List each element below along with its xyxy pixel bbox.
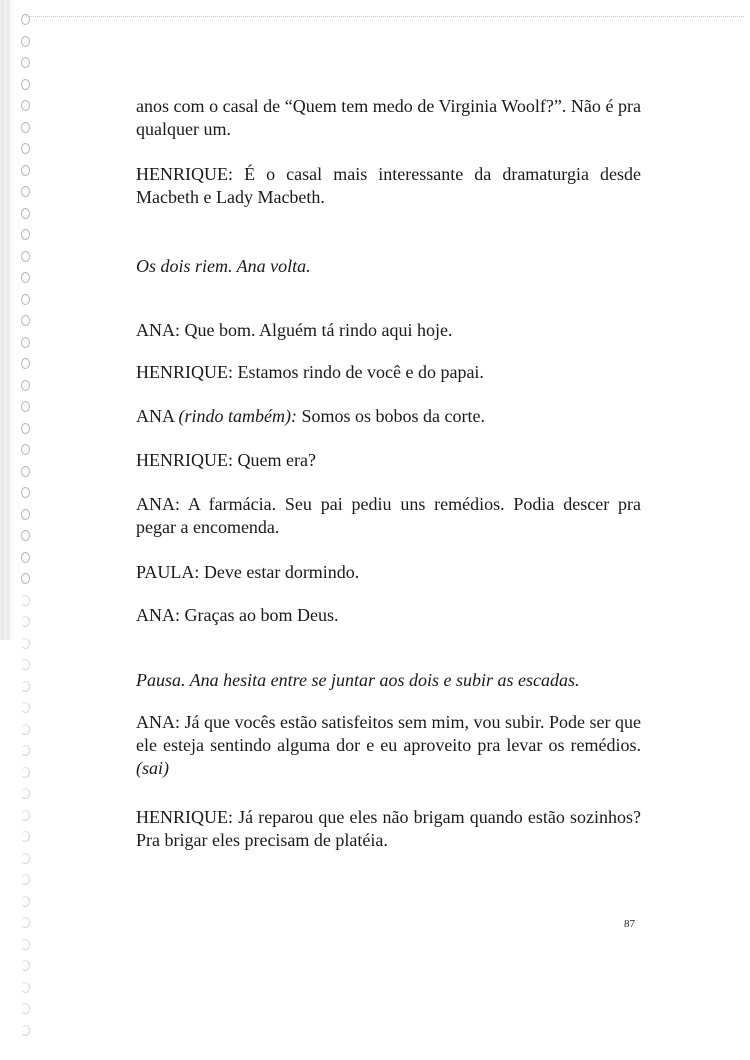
punch-hole [21, 36, 30, 47]
punch-hole [21, 272, 30, 283]
punch-hole [21, 337, 30, 348]
punch-hole [21, 229, 30, 240]
dialogue-line-henrique [136, 163, 641, 209]
punch-hole [21, 487, 30, 498]
punch-hole [21, 79, 30, 90]
dialogue-text: Graças ao bom Deus. [184, 605, 339, 625]
punch-hole [21, 444, 30, 455]
punch-hole [21, 874, 30, 885]
punch-hole [21, 595, 30, 606]
punch-hole [21, 745, 30, 756]
punch-hole [21, 14, 30, 25]
dialogue-line-henrique [136, 361, 641, 384]
dialogue-line-henrique [136, 806, 641, 852]
dialogue-text: Já reparou que eles não brigam quando estão sozinhos? Pra brigar eles precisam de platéia. [136, 807, 641, 850]
stage-direction [136, 255, 641, 278]
dialogue-text: Quem era? [237, 450, 316, 470]
punch-hole [21, 702, 30, 713]
dialogue-text: Deve estar dormindo. [203, 562, 360, 582]
dialogue-line-ana [136, 405, 641, 428]
punch-hole [21, 380, 30, 391]
dialogue-line-ana [136, 711, 641, 780]
dialogue-line-henrique [136, 449, 641, 472]
speaker-name: ANA: [136, 712, 180, 732]
punch-hole [21, 294, 30, 305]
dialogue-text: Já que vocês estão satisfeitos sem mim, vou subir. Pode ser que ele esteja sentindo alguma dor e eu aproveito pra levar os remédios. [136, 712, 641, 755]
punch-hole [21, 552, 30, 563]
punch-hole [21, 681, 30, 692]
paragraph-continuation [136, 95, 641, 141]
punch-hole [21, 423, 30, 434]
dialogue-text: É o casal mais interessante da dramaturgia desde Macbeth e Lady Macbeth. [136, 164, 641, 207]
punch-hole [21, 659, 30, 670]
punch-hole [21, 100, 30, 111]
punch-hole [21, 724, 30, 735]
speaker-name: HENRIQUE: [136, 450, 233, 470]
punch-hole [21, 315, 30, 326]
stage-direction [136, 669, 641, 692]
punch-hole [21, 358, 30, 369]
punch-hole [21, 143, 30, 154]
dialogue-text: Somos os bobos da corte. [301, 406, 485, 426]
punch-hole [21, 638, 30, 649]
punch-hole [21, 466, 30, 477]
punch-hole [21, 788, 30, 799]
punch-hole [21, 165, 30, 176]
speaker-name: HENRIQUE: [136, 164, 233, 184]
dialogue-text: Estamos rindo de você e do papai. [237, 362, 484, 382]
punch-hole [21, 982, 30, 993]
punch-hole [21, 917, 30, 928]
stage-direction-inline: (rindo também): [178, 406, 297, 426]
dialogue-line-ana [136, 493, 641, 539]
punch-hole [21, 186, 30, 197]
punch-hole [21, 251, 30, 262]
page-top-edge [24, 16, 744, 17]
speaker-name: ANA: [136, 494, 180, 514]
dialogue-text: A farmácia. Seu pai pediu uns remédios. Podia descer pra pegar a encomenda. [136, 494, 641, 537]
speaker-name: ANA [136, 406, 175, 426]
punch-hole [21, 616, 30, 627]
punch-hole [21, 1025, 30, 1036]
stage-direction-text: Os dois riem. Ana volta. [136, 256, 311, 276]
binding-strip [0, 0, 14, 640]
page-number: 87 [624, 918, 635, 930]
speaker-name: ANA: [136, 320, 180, 340]
punch-hole [21, 401, 30, 412]
punch-hole [21, 853, 30, 864]
punch-hole [21, 530, 30, 541]
dialogue-text: Que bom. Alguém tá rindo aqui hoje. [184, 320, 453, 340]
dialogue-text: anos com o casal de “Quem tem medo de Virginia Woolf?”. Não é pra qualquer um. [136, 96, 641, 139]
punch-hole [21, 960, 30, 971]
punch-hole [21, 831, 30, 842]
punch-hole [21, 208, 30, 219]
punch-hole [21, 939, 30, 950]
punch-hole [21, 509, 30, 520]
stage-direction-text: Pausa. Ana hesita entre se juntar aos dois e subir as escadas. [136, 670, 580, 690]
speaker-name: ANA: [136, 605, 180, 625]
punch-hole [21, 896, 30, 907]
stage-direction-inline: (sai) [136, 758, 169, 778]
speaker-name: HENRIQUE: [136, 807, 233, 827]
punch-hole [21, 810, 30, 821]
dialogue-line-paula [136, 561, 641, 584]
punch-hole [21, 1003, 30, 1014]
punch-hole [21, 57, 30, 68]
speaker-name: HENRIQUE: [136, 362, 233, 382]
speaker-name: PAULA: [136, 562, 200, 582]
punch-hole [21, 122, 30, 133]
dialogue-line-ana [136, 604, 641, 627]
dialogue-line-ana [136, 319, 641, 342]
punch-hole [21, 767, 30, 778]
punch-hole [21, 573, 30, 584]
